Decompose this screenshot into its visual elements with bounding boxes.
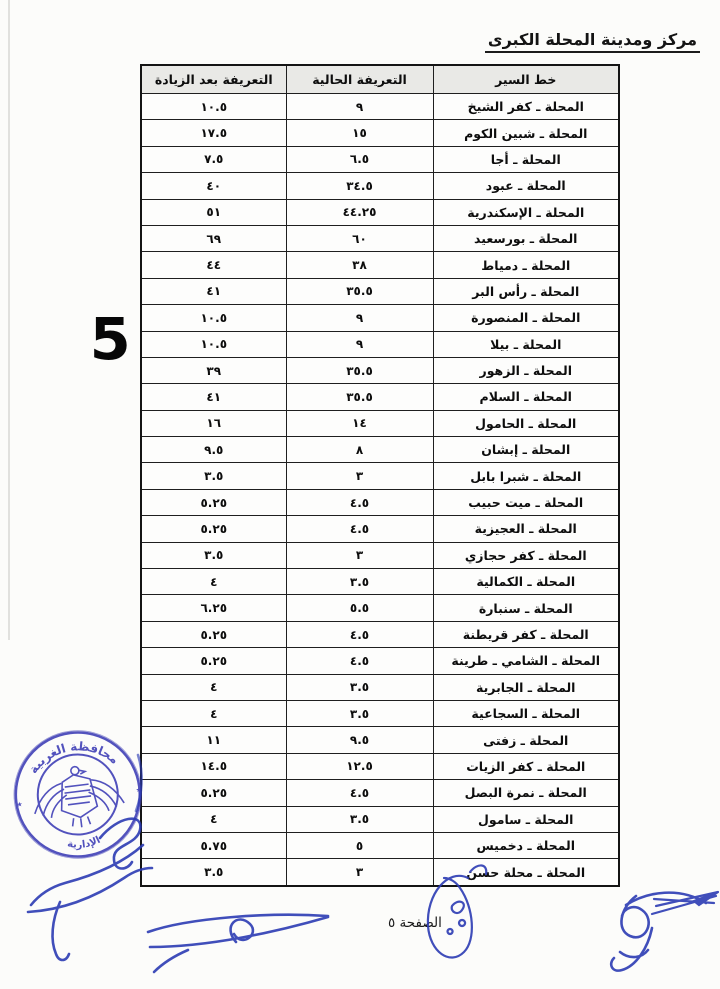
table-row <box>141 173 619 199</box>
table-row <box>141 305 619 331</box>
route-cell: المحلة ـ الإسكندرية <box>433 199 619 225</box>
after-tariff-cell: ٦٩ <box>141 225 286 251</box>
current-tariff-cell: ٣.٥ <box>286 569 433 595</box>
route-cell: المحلة ـ كفر قريطنة <box>433 621 619 647</box>
after-tariff-cell: ٥.٢٥ <box>141 516 286 542</box>
table-row <box>141 463 619 489</box>
route-cell: المحلة ـ السجاعية <box>433 700 619 726</box>
table-header-row <box>141 65 619 94</box>
current-tariff-cell: ١٥ <box>286 120 433 146</box>
route-cell: المحلة ـ بورسعيد <box>433 225 619 251</box>
after-tariff-cell: ٤ <box>141 569 286 595</box>
table-row <box>141 437 619 463</box>
current-tariff-cell: ١٢.٥ <box>286 753 433 779</box>
table-row <box>141 357 619 383</box>
after-tariff-cell: ٥.٧٥ <box>141 832 286 858</box>
signature-far-right-arrow <box>652 892 718 914</box>
route-cell: المحلة ـ السلام <box>433 384 619 410</box>
current-tariff-cell: ٤.٥ <box>286 621 433 647</box>
after-tariff-cell: ٥.٢٥ <box>141 780 286 806</box>
tariff-table-body <box>141 94 619 886</box>
current-tariff-cell: ٣.٥ <box>286 806 433 832</box>
current-tariff-cell: ٣٥.٥ <box>286 384 433 410</box>
table-row <box>141 621 619 647</box>
table-row <box>141 120 619 146</box>
after-tariff-cell: ١٠.٥ <box>141 94 286 120</box>
route-cell: المحلة ـ الحامول <box>433 410 619 436</box>
table-row <box>141 516 619 542</box>
after-tariff-cell: ٣٩ <box>141 357 286 383</box>
stamp-text-governorate: محافظة الغربية <box>26 739 122 777</box>
route-cell: المحلة ـ رأس البر <box>433 278 619 304</box>
signature-bottom-left <box>148 915 328 972</box>
route-cell: المحلة ـ شبرا بابل <box>433 463 619 489</box>
table-row <box>141 146 619 172</box>
current-tariff-cell: ٩ <box>286 94 433 120</box>
route-cell: المحلة ـ إبشان <box>433 437 619 463</box>
route-cell: المحلة ـ الجابرية <box>433 674 619 700</box>
route-cell: المحلة ـ محلة حسن <box>433 859 619 886</box>
after-tariff-cell: ١٤.٥ <box>141 753 286 779</box>
current-tariff-cell: ٣٥.٥ <box>286 278 433 304</box>
route-cell: المحلة ـ ميت حبيب <box>433 489 619 515</box>
route-cell: المحلة ـ نمرة البصل <box>433 780 619 806</box>
table-row <box>141 674 619 700</box>
after-tariff-cell: ١٠.٥ <box>141 305 286 331</box>
after-tariff-cell: ٩.٥ <box>141 437 286 463</box>
current-tariff-cell: ٨ <box>286 437 433 463</box>
route-cell: المحلة ـ سنبارة <box>433 595 619 621</box>
after-tariff-cell: ٥.٢٥ <box>141 621 286 647</box>
current-tariff-cell: ٣.٥ <box>286 674 433 700</box>
after-tariff-cell: ٤ <box>141 700 286 726</box>
current-tariff-cell: ٣.٥ <box>286 700 433 726</box>
after-tariff-cell: ٤١ <box>141 278 286 304</box>
table-row <box>141 832 619 858</box>
stamp-text-administrative: الإدارية <box>66 834 103 851</box>
page-number-label: الصفحة ٥ <box>388 915 442 931</box>
route-cell: المحلة ـ كفر الشيخ <box>433 94 619 120</box>
handwritten-page-number: 5 <box>89 305 131 373</box>
current-tariff-cell: ٣ <box>286 463 433 489</box>
current-tariff-cell: ٦٠ <box>286 225 433 251</box>
after-increase-column-header: التعريفة بعد الزيادة <box>141 65 286 94</box>
table-row <box>141 648 619 674</box>
current-tariff-cell: ٤.٥ <box>286 516 433 542</box>
after-tariff-cell: ٤١ <box>141 384 286 410</box>
table-row <box>141 595 619 621</box>
official-round-stamp <box>0 701 174 892</box>
current-tariff-cell: ٩.٥ <box>286 727 433 753</box>
document-title: مركز ومدينة المحلة الكبرى <box>485 30 700 53</box>
table-row <box>141 278 619 304</box>
table-row <box>141 542 619 568</box>
route-cell: المحلة ـ الكمالية <box>433 569 619 595</box>
current-tariff-cell: ٩ <box>286 305 433 331</box>
route-cell: المحلة ـ بيلا <box>433 331 619 357</box>
route-cell: المحلة ـ الزهور <box>433 357 619 383</box>
current-tariff-cell: ٤.٥ <box>286 489 433 515</box>
stamp-star-right: ٭ <box>134 782 143 797</box>
route-cell: المحلة ـ شبين الكوم <box>433 120 619 146</box>
after-tariff-cell: ٤ <box>141 674 286 700</box>
table-row <box>141 753 619 779</box>
after-tariff-cell: ٣.٥ <box>141 859 286 886</box>
current-tariff-cell: ٤.٥ <box>286 780 433 806</box>
after-tariff-cell: ١٧.٥ <box>141 120 286 146</box>
after-tariff-cell: ١٠.٥ <box>141 331 286 357</box>
route-cell: المحلة ـ زفتى <box>433 727 619 753</box>
table-row <box>141 252 619 278</box>
current-tariff-cell: ٥.٥ <box>286 595 433 621</box>
table-row <box>141 489 619 515</box>
route-cell: المحلة ـ العجيزية <box>433 516 619 542</box>
current-tariff-cell: ٣٨ <box>286 252 433 278</box>
stamp-star-left: ٭ <box>15 797 24 811</box>
after-tariff-cell: ٣.٥ <box>141 463 286 489</box>
table-row <box>141 780 619 806</box>
route-cell: المحلة ـ دخميس <box>433 832 619 858</box>
after-tariff-cell: ١١ <box>141 727 286 753</box>
current-tariff-cell: ٣٤.٥ <box>286 173 433 199</box>
after-tariff-cell: ٥١ <box>141 199 286 225</box>
table-row <box>141 569 619 595</box>
tariff-table-container <box>140 64 620 887</box>
table-row <box>141 727 619 753</box>
route-cell: المحلة ـ سامول <box>433 806 619 832</box>
after-tariff-cell: ٤ <box>141 806 286 832</box>
route-cell: المحلة ـ دمياط <box>433 252 619 278</box>
after-tariff-cell: ٤٠ <box>141 173 286 199</box>
route-cell: المحلة ـ عبود <box>433 173 619 199</box>
current-tariff-cell: ٣٥.٥ <box>286 357 433 383</box>
table-row <box>141 410 619 436</box>
current-tariff-cell: ٤٤.٢٥ <box>286 199 433 225</box>
after-tariff-cell: ١٦ <box>141 410 286 436</box>
table-row <box>141 700 619 726</box>
route-cell: المحلة ـ كفر الزيات <box>433 753 619 779</box>
route-column-header: خط السير <box>433 65 619 94</box>
scan-edge-artifact <box>8 0 10 640</box>
route-cell: المحلة ـ كفر حجازي <box>433 542 619 568</box>
current-tariff-cell: ١٤ <box>286 410 433 436</box>
signature-right <box>611 893 706 971</box>
table-row <box>141 225 619 251</box>
current-tariff-cell: ٥ <box>286 832 433 858</box>
after-tariff-cell: ٥.٢٥ <box>141 489 286 515</box>
after-tariff-cell: ٤٤ <box>141 252 286 278</box>
table-row <box>141 384 619 410</box>
table-row <box>141 806 619 832</box>
current-tariff-cell: ٩ <box>286 331 433 357</box>
tariff-table <box>140 64 620 887</box>
route-cell: المحلة ـ الشامي ـ طرينة <box>433 648 619 674</box>
after-tariff-cell: ٦.٢٥ <box>141 595 286 621</box>
table-row <box>141 94 619 120</box>
table-row <box>141 859 619 886</box>
after-tariff-cell: ٧.٥ <box>141 146 286 172</box>
current-tariff-cell: ٣ <box>286 859 433 886</box>
current-tariff-cell: ٤.٥ <box>286 648 433 674</box>
after-tariff-cell: ٣.٥ <box>141 542 286 568</box>
after-tariff-cell: ٥.٢٥ <box>141 648 286 674</box>
table-row <box>141 331 619 357</box>
current-tariff-cell: ٦.٥ <box>286 146 433 172</box>
current-tariff-cell: ٣ <box>286 542 433 568</box>
table-row <box>141 199 619 225</box>
svg-text:الإدارية <box>65 834 103 852</box>
route-cell: المحلة ـ أجا <box>433 146 619 172</box>
current-tariff-column-header: التعريفة الحالية <box>286 65 433 94</box>
route-cell: المحلة ـ المنصورة <box>433 305 619 331</box>
